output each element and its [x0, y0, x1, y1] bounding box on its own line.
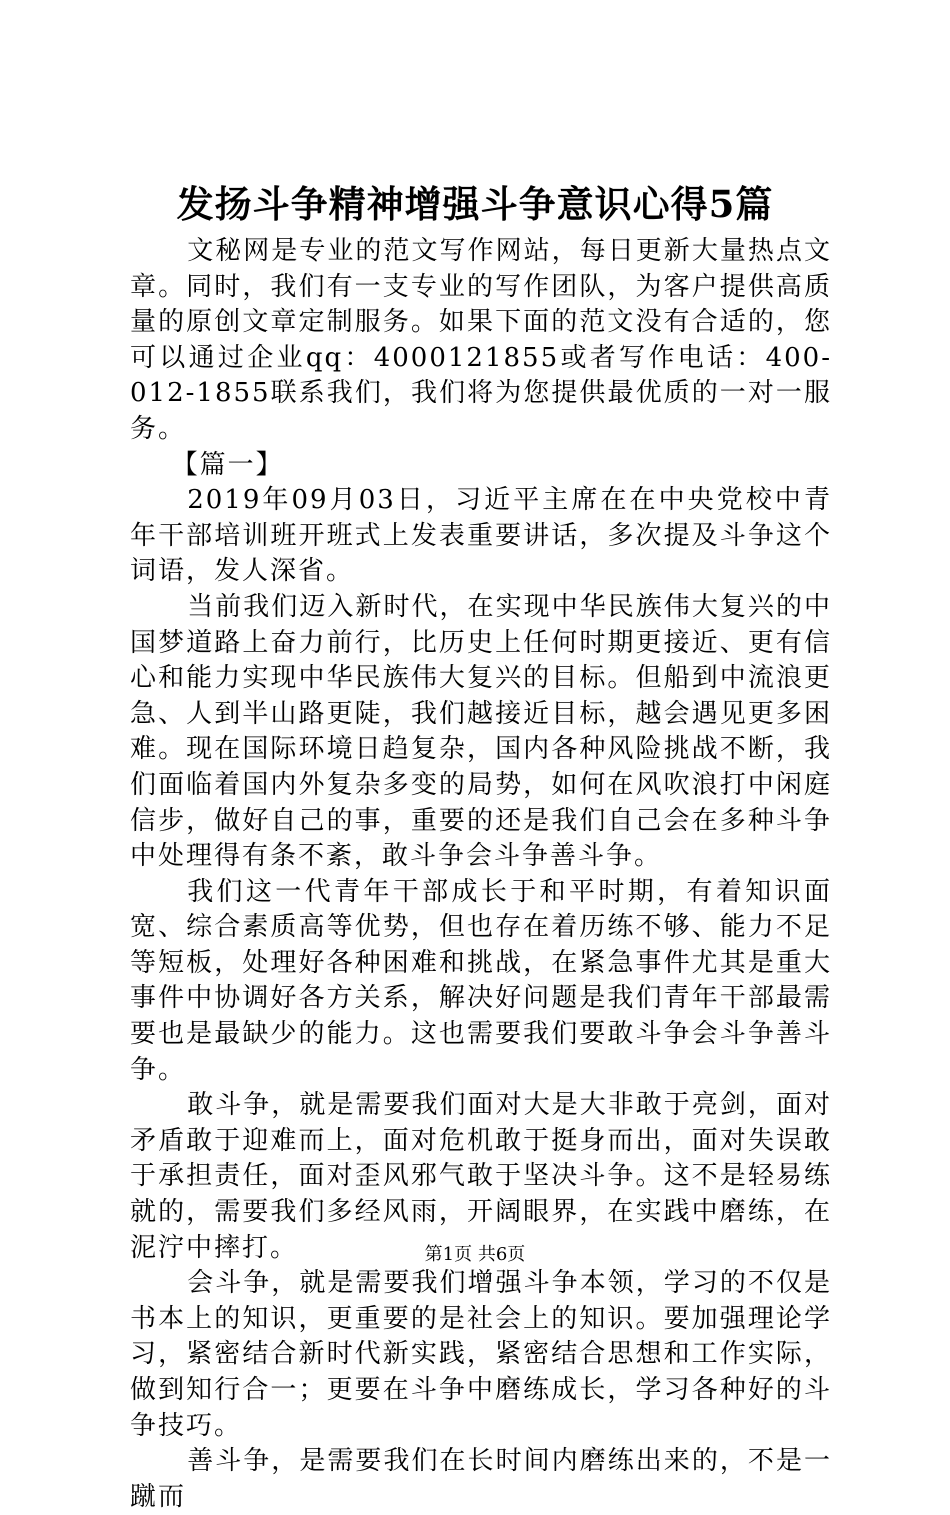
body-paragraph: 我们这一代青年干部成长于和平时期，有着知识面宽、综合素质高等优势，但也存在着历练不够、能力不足等短板，处理好各种困难和挑战，在紧急事件尤其是重大事件中协调好各方关系，解决好问题是我们青年干部最需要也是最缺少的能力。这也需要我们要敢斗争会斗争善斗争。 [130, 876, 832, 1085]
body-paragraph: 敢斗争，就是需要我们面对大是大非敢于亮剑，面对矛盾敢于迎难而上，面对危机敢于挺身而出，面对失误敢于承担责任，面对歪风邪气敢于坚决斗争。这不是轻易练就的，需要我们多经风雨，开阔眼界，在实践中磨练，在泥泞中摔打。 [130, 1090, 832, 1263]
body-paragraph: 2019年09月03日，习近平主席在在中央党校中青年干部培训班开班式上发表重要讲话，多次提及斗争这个词语，发人深省。 [130, 485, 832, 587]
intro-paragraph: 文秘网是专业的范文写作网站，每日更新大量热点文章。同时，我们有一支专业的写作团队，为客户提供高质量的原创文章定制服务。如果下面的范文没有合适的，您可以通过企业qq：4000121855或者写作电话：400-012-1855联系我们，我们将为您提供最优质的一对一服务。 [130, 236, 832, 444]
page-number-footer: 第1页 共6页 [424, 1244, 526, 1265]
section-heading: 【篇一】 [171, 449, 284, 480]
body-paragraph: 善斗争，是需要我们在长时间内磨练出来的，不是一蹴而 [130, 1446, 832, 1512]
document-body [130, 234, 832, 1515]
body-paragraph: 会斗争，就是需要我们增强斗争本领，学习的不仅是书本上的知识，更重要的是社会上的知识。要加强理论学习，紧密结合新时代新实践，紧密结合思想和工作实际，做到知行合一；更要在斗争中磨练成长，学习各种好的斗争技巧。 [130, 1268, 832, 1441]
body-paragraph: 当前我们迈入新时代，在实现中华民族伟大复兴的中国梦道路上奋力前行，比历史上任何时期更接近、更有信心和能力实现中华民族伟大复兴的目标。但船到中流浪更急、人到半山路更陡，我们越接近目标，越会遇见更多困难。现在国际环境日趋复杂，国内各种风险挑战不断，我们面临着国内外复杂多变的局势，如何在风吹浪打中闲庭信步，做好自己的事，重要的还是我们自己会在多种斗争中处理得有条不紊，敢斗争会斗争善斗争。 [130, 591, 832, 872]
document-title: 发扬斗争精神增强斗争意识心得5篇 [176, 182, 774, 226]
